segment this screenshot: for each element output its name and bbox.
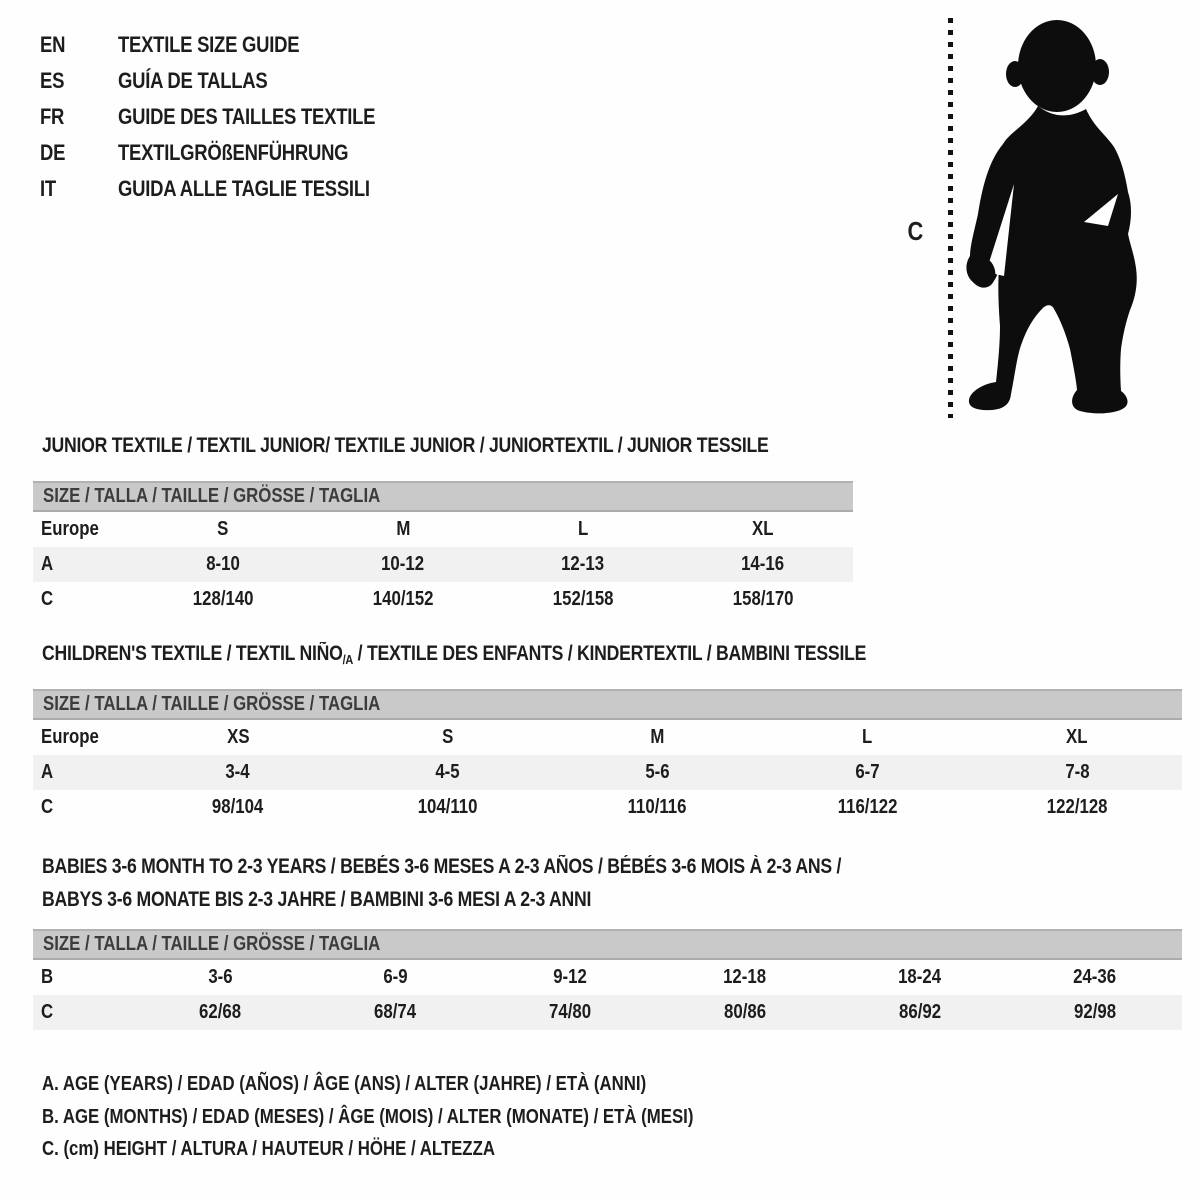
cell: 152/158 (552, 588, 614, 610)
legend-line-c: C. (cm) HEIGHT / ALTURA / HAUTEUR / HÖHE / ALTEZZA (42, 1138, 495, 1160)
row-label: C (41, 796, 54, 818)
cell: XL (1066, 726, 1088, 748)
cell: 6-7 (855, 761, 880, 783)
language-title: TEXTILGRÖßENFÜHRUNG (118, 140, 349, 165)
cell: 3-4 (225, 761, 251, 783)
cell: 140/152 (372, 588, 434, 610)
cell: 14-16 (741, 553, 785, 575)
cell: 104/110 (417, 796, 478, 818)
table-header-row: SIZE / TALLA / TAILLE / GRÖSSE / TAGLIA (33, 689, 1182, 720)
table-header-row: SIZE / TALLA / TAILLE / GRÖSSE / TAGLIA (33, 929, 1182, 960)
cell: 62/68 (199, 1001, 242, 1023)
language-code: IT (40, 176, 56, 201)
cell: S (442, 726, 454, 748)
cell: 24-36 (1073, 966, 1117, 988)
cell: 6-9 (383, 966, 408, 988)
row-label: C (41, 1001, 54, 1023)
cell: 4-5 (435, 761, 460, 783)
cell: 128/140 (192, 588, 254, 610)
size-table-children (33, 689, 1182, 825)
cell: 116/122 (837, 796, 898, 818)
section-title-children: CHILDREN'S TEXTILE / TEXTIL NIÑO/A / TEXTILE DES ENFANTS / KINDERTEXTIL / BAMBINI TESSILE (42, 642, 867, 667)
language-guide-list (40, 27, 424, 207)
language-row (40, 27, 424, 63)
nino-a-subscript: /A (342, 652, 354, 667)
cell: 18-24 (898, 966, 942, 988)
language-row (40, 63, 424, 99)
cell: 12-18 (723, 966, 767, 988)
cell: 86/92 (898, 1001, 941, 1023)
cell: 98/104 (212, 796, 264, 818)
table-row-europe (33, 512, 853, 547)
cell: 158/170 (732, 588, 794, 610)
language-code: DE (40, 140, 66, 165)
height-measure-dashed-line (948, 18, 953, 418)
cell: XL (752, 518, 774, 540)
legend-line-b: B. AGE (MONTHS) / EDAD (MESES) / ÂGE (MOIS) / ALTER (MONATE) / ETÀ (MESI) (42, 1105, 694, 1128)
cell: 10-12 (381, 553, 425, 575)
cell: XS (226, 726, 250, 748)
cell: 110/116 (628, 796, 687, 818)
language-title: TEXTILE SIZE GUIDE (118, 32, 300, 57)
cell: L (577, 518, 589, 540)
measure-key-legend (42, 1068, 818, 1166)
language-code: ES (40, 68, 65, 93)
table-row-age-months (33, 960, 1182, 995)
cell: 92/98 (1073, 1001, 1116, 1023)
cell: S (217, 518, 229, 540)
cell: 74/80 (549, 1001, 592, 1023)
language-row (40, 135, 424, 171)
language-title: GUIDE DES TAILLES TEXTILE (118, 104, 376, 129)
cell: L (862, 726, 873, 748)
size-table-babies (33, 929, 1182, 1030)
language-title: GUÍA DE TALLAS (118, 68, 268, 93)
language-code: EN (40, 32, 66, 57)
section-title-babies: BABIES 3-6 MONTH TO 2-3 YEARS / BEBÉS 3-6 MESES A 2-3 AÑOS / BÉBÉS 3-6 MOIS À 2-3 ANS / BABYS 3-6 MONATE BIS 2-3 JAHRE / BAMBINI 3-6 MESI A 2-3 ANNI (42, 855, 842, 911)
table-row-age-years (33, 547, 853, 582)
cell: 5-6 (645, 761, 670, 783)
table-row-height-cm (33, 995, 1182, 1030)
language-row (40, 99, 424, 135)
cell: 8-10 (206, 553, 240, 575)
row-label: A (41, 761, 54, 783)
language-code: FR (40, 104, 65, 129)
cell: 68/74 (374, 1001, 417, 1023)
section-title-junior: JUNIOR TEXTILE / TEXTIL JUNIOR/ TEXTILE JUNIOR / JUNIORTEXTIL / JUNIOR TESSILE (42, 434, 769, 457)
row-label: Europe (41, 726, 99, 748)
cell: 3-6 (208, 966, 233, 988)
table-row-europe (33, 720, 1182, 755)
cell: 9-12 (553, 966, 587, 988)
row-label: Europe (41, 518, 99, 540)
cell: 80/86 (723, 1001, 766, 1023)
toddler-silhouette-icon (958, 14, 1148, 424)
cell: 12-13 (561, 553, 605, 575)
row-label: A (41, 553, 54, 575)
table-row-height-cm (33, 582, 853, 617)
table-row-height-cm (33, 790, 1182, 825)
measure-label-c: C (907, 216, 924, 246)
table-row-age-years (33, 755, 1182, 790)
cell: 122/128 (1046, 796, 1108, 818)
language-title: GUIDA ALLE TAGLIE TESSILI (118, 176, 370, 201)
row-label: C (41, 588, 54, 610)
table-header-row: SIZE / TALLA / TAILLE / GRÖSSE / TAGLIA (33, 481, 853, 512)
size-table-junior (33, 481, 853, 617)
row-label: B (41, 966, 54, 988)
cell: 7-8 (1064, 761, 1090, 783)
cell: M (395, 518, 410, 540)
language-row (40, 171, 424, 207)
legend-line-a: A. AGE (YEARS) / EDAD (AÑOS) / ÂGE (ANS) / ALTER (JAHRE) / ETÀ (ANNI) (42, 1073, 647, 1095)
cell: M (650, 726, 665, 748)
